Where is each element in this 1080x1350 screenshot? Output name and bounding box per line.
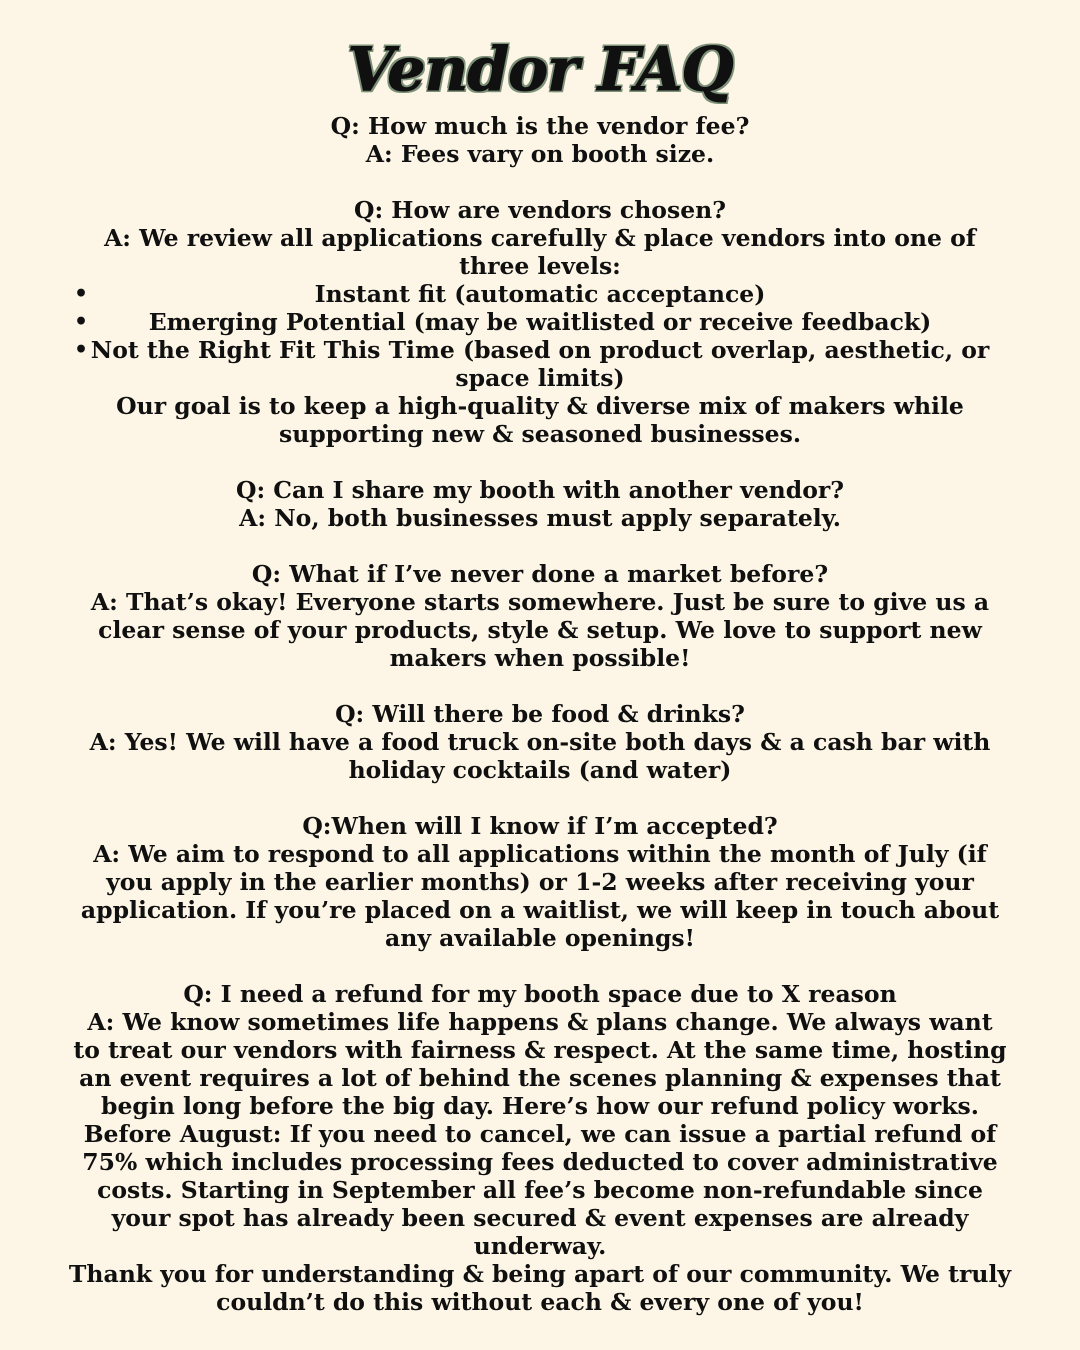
answer: A: Fees vary on booth size. [365,140,715,168]
spacer [44,952,1036,980]
faq-item-refund [44,980,1036,1316]
list-item-text: Not the Right Fit This Time (based on product overlap, aesthetic, or [90,336,990,364]
faq-item-shared-booth [44,476,1036,532]
spacer [44,532,1036,560]
closing-line: Thank you for understanding & being apart of our community. We truly [68,1260,1012,1288]
list-item-text: space limits) [455,364,625,392]
page-title: Vendor FAQ [347,35,733,105]
faq-item-vendor-selection [44,196,1036,448]
answer-line: Before August: If you need to cancel, we can issue a partial refund of [83,1120,997,1148]
answer-line: begin long before the big day. Here’s how our refund policy works. [101,1092,979,1120]
question: Q: Will there be food & drinks? [335,700,745,728]
bullet-icon: • [74,309,89,335]
answer-line: A: We review all applications carefully & place vendors into one of [104,224,976,252]
levels-list [44,280,1036,392]
list-item-text: Emerging Potential (may be waitlisted or receive feedback) [148,308,932,336]
spacer [44,448,1036,476]
answer-line: you apply in the earlier months) or 1-2 weeks after receiving your [106,868,974,896]
answer-line: A: That’s okay! Everyone starts somewhere. Just be sure to give us a [90,588,990,616]
question: Q: How much is the vendor fee? [330,112,750,140]
question: Q:When will I know if I’m accepted? [302,812,778,840]
spacer [44,168,1036,196]
answer-line: three levels: [459,252,621,280]
list-item [44,280,1036,308]
question: Q: Can I share my booth with another vendor? [235,476,845,504]
answer-line: application. If you’re placed on a waitlist, we will keep in touch about [80,896,1000,924]
answer-line: costs. Starting in September all fee’s become non-refundable since [97,1176,983,1204]
faq-item-acceptance [44,812,1036,952]
answer-line: A: We know sometimes life happens & plans change. We always want [87,1008,993,1036]
goal-line: supporting new & seasoned businesses. [278,420,802,448]
faq-list [44,112,1036,1316]
answer-line: A: We aim to respond to all applications within the month of July (if [93,840,987,868]
list-item [44,308,1036,336]
list-item [44,336,1036,364]
answer-line: to treat our vendors with fairness & respect. At the same time, hosting [73,1036,1007,1064]
spacer [44,784,1036,812]
faq-item-food-drinks [44,700,1036,784]
bullet-icon: • [74,337,89,363]
answer-line: makers when possible! [389,644,691,672]
faq-item-vendor-fee [44,112,1036,168]
faq-item-first-market [44,560,1036,672]
list-item-text: Instant fit (automatic acceptance) [314,280,766,308]
answer-line: holiday cocktails (and water) [348,756,732,784]
goal-line: Our goal is to keep a high-quality & diverse mix of makers while [116,392,964,420]
bullet-icon: • [74,281,89,307]
answer-line: any available openings! [385,924,695,952]
closing-line: couldn’t do this without each & every one of you! [216,1288,864,1316]
question: Q: I need a refund for my booth space due to X reason [183,980,897,1008]
answer-line: underway. [473,1232,607,1260]
answer-line: your spot has already been secured & event expenses are already [111,1204,969,1232]
answer-line: an event requires a lot of behind the scenes planning & expenses that [79,1064,1001,1092]
list-item-continuation [44,364,1036,392]
answer: A: No, both businesses must apply separately. [239,504,841,532]
answer-line: 75% which includes processing fees deducted to cover administrative [82,1148,998,1176]
answer-line: clear sense of your products, style & setup. We love to support new [98,616,982,644]
spacer [44,672,1036,700]
answer-line: A: Yes! We will have a food truck on-site both days & a cash bar with [89,728,991,756]
question: Q: How are vendors chosen? [353,196,727,224]
question: Q: What if I’ve never done a market before? [251,560,829,588]
